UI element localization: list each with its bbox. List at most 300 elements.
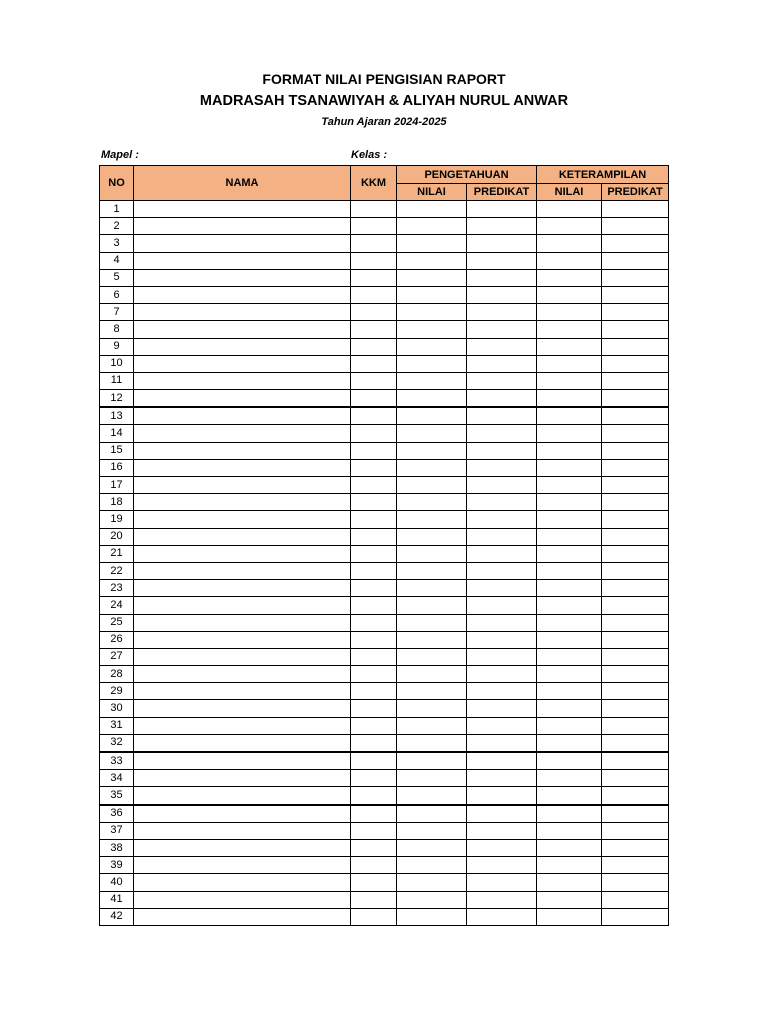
keterampilan-nilai-cell[interactable] [537, 425, 602, 442]
nama-cell[interactable] [134, 839, 351, 856]
keterampilan-predikat-cell[interactable] [602, 597, 669, 614]
keterampilan-nilai-cell[interactable] [537, 787, 602, 805]
keterampilan-nilai-cell[interactable] [537, 631, 602, 648]
keterampilan-predikat-cell[interactable] [602, 683, 669, 700]
keterampilan-predikat-cell[interactable] [602, 459, 669, 476]
kkm-cell[interactable] [351, 752, 397, 770]
keterampilan-predikat-cell[interactable] [602, 805, 669, 823]
nama-cell[interactable] [134, 648, 351, 665]
keterampilan-predikat-cell[interactable] [602, 252, 669, 269]
pengetahuan-predikat-cell[interactable] [467, 545, 537, 562]
kkm-cell[interactable] [351, 269, 397, 286]
kkm-cell[interactable] [351, 218, 397, 235]
keterampilan-predikat-cell[interactable] [602, 338, 669, 355]
nama-cell[interactable] [134, 683, 351, 700]
pengetahuan-nilai-cell[interactable] [397, 269, 467, 286]
pengetahuan-nilai-cell[interactable] [397, 201, 467, 218]
keterampilan-predikat-cell[interactable] [602, 372, 669, 389]
document-title: FORMAT NILAI PENGISIAN RAPORT [262, 71, 506, 87]
pengetahuan-predikat-cell[interactable] [467, 908, 537, 925]
keterampilan-predikat-cell[interactable] [602, 269, 669, 286]
pengetahuan-nilai-cell[interactable] [397, 407, 467, 425]
keterampilan-predikat-cell[interactable] [602, 874, 669, 891]
nama-cell[interactable] [134, 700, 351, 717]
pengetahuan-predikat-cell[interactable] [467, 787, 537, 805]
keterampilan-predikat-cell[interactable] [602, 286, 669, 303]
nama-cell[interactable] [134, 717, 351, 734]
keterampilan-nilai-cell[interactable] [537, 477, 602, 494]
keterampilan-nilai-cell[interactable] [537, 839, 602, 856]
kkm-cell[interactable] [351, 252, 397, 269]
nama-cell[interactable] [134, 874, 351, 891]
row-number: 18 [100, 494, 134, 511]
pengetahuan-predikat-cell[interactable] [467, 874, 537, 891]
kkm-cell[interactable] [351, 304, 397, 321]
nama-cell[interactable] [134, 304, 351, 321]
keterampilan-predikat-cell[interactable] [602, 857, 669, 874]
kkm-cell[interactable] [351, 494, 397, 511]
keterampilan-predikat-cell[interactable] [602, 304, 669, 321]
keterampilan-nilai-cell[interactable] [537, 874, 602, 891]
pengetahuan-nilai-cell[interactable] [397, 648, 467, 665]
pengetahuan-nilai-cell[interactable] [397, 235, 467, 252]
table-row [100, 218, 669, 235]
keterampilan-predikat-cell[interactable] [602, 908, 669, 925]
table-row [100, 201, 669, 218]
nama-cell[interactable] [134, 787, 351, 805]
kkm-cell[interactable] [351, 666, 397, 683]
pengetahuan-nilai-cell[interactable] [397, 494, 467, 511]
keterampilan-predikat-cell[interactable] [602, 700, 669, 717]
pengetahuan-nilai-cell[interactable] [397, 770, 467, 787]
kkm-cell[interactable] [351, 286, 397, 303]
row-number: 1 [100, 201, 134, 218]
pengetahuan-predikat-cell[interactable] [467, 425, 537, 442]
row-number: 16 [100, 459, 134, 476]
pengetahuan-predikat-cell[interactable] [467, 839, 537, 856]
pengetahuan-predikat-cell[interactable] [467, 477, 537, 494]
pengetahuan-nilai-cell[interactable] [397, 218, 467, 235]
nama-cell[interactable] [134, 734, 351, 752]
nama-cell[interactable] [134, 407, 351, 425]
keterampilan-nilai-cell[interactable] [537, 597, 602, 614]
kkm-cell[interactable] [351, 787, 397, 805]
keterampilan-predikat-cell[interactable] [602, 717, 669, 734]
kkm-cell[interactable] [351, 874, 397, 891]
pengetahuan-predikat-cell[interactable] [467, 683, 537, 700]
row-number: 26 [100, 631, 134, 648]
kkm-cell[interactable] [351, 805, 397, 823]
pengetahuan-nilai-cell[interactable] [397, 477, 467, 494]
nama-cell[interactable] [134, 442, 351, 459]
kkm-cell[interactable] [351, 528, 397, 545]
nama-cell[interactable] [134, 545, 351, 562]
keterampilan-nilai-cell[interactable] [537, 700, 602, 717]
pengetahuan-predikat-cell[interactable] [467, 201, 537, 218]
nama-cell[interactable] [134, 269, 351, 286]
keterampilan-nilai-cell[interactable] [537, 822, 602, 839]
nama-cell[interactable] [134, 822, 351, 839]
pengetahuan-predikat-cell[interactable] [467, 494, 537, 511]
kkm-cell[interactable] [351, 321, 397, 338]
keterampilan-nilai-cell[interactable] [537, 580, 602, 597]
keterampilan-predikat-cell[interactable] [602, 770, 669, 787]
pengetahuan-nilai-cell[interactable] [397, 304, 467, 321]
pengetahuan-nilai-cell[interactable] [397, 252, 467, 269]
pengetahuan-predikat-cell[interactable] [467, 648, 537, 665]
keterampilan-predikat-cell[interactable] [602, 822, 669, 839]
row-number: 42 [100, 908, 134, 925]
keterampilan-nilai-cell[interactable] [537, 666, 602, 683]
nama-cell[interactable] [134, 425, 351, 442]
table-row [100, 338, 669, 355]
keterampilan-predikat-cell[interactable] [602, 891, 669, 908]
nama-cell[interactable] [134, 218, 351, 235]
col-header-keterampilan: KETERAMPILAN [537, 166, 669, 184]
keterampilan-nilai-cell[interactable] [537, 752, 602, 770]
pengetahuan-nilai-cell[interactable] [397, 683, 467, 700]
pengetahuan-predikat-cell[interactable] [467, 805, 537, 823]
keterampilan-predikat-cell[interactable] [602, 390, 669, 408]
pengetahuan-predikat-cell[interactable] [467, 442, 537, 459]
keterampilan-nilai-cell[interactable] [537, 459, 602, 476]
pengetahuan-nilai-cell[interactable] [397, 857, 467, 874]
pengetahuan-predikat-cell[interactable] [467, 580, 537, 597]
keterampilan-nilai-cell[interactable] [537, 908, 602, 925]
keterampilan-nilai-cell[interactable] [537, 338, 602, 355]
nama-cell[interactable] [134, 477, 351, 494]
pengetahuan-predikat-cell[interactable] [467, 338, 537, 355]
pengetahuan-nilai-cell[interactable] [397, 390, 467, 408]
keterampilan-nilai-cell[interactable] [537, 891, 602, 908]
keterampilan-nilai-cell[interactable] [537, 683, 602, 700]
table-row [100, 683, 669, 700]
pengetahuan-nilai-cell[interactable] [397, 787, 467, 805]
academic-year: Tahun Ajaran 2024-2025 [321, 116, 447, 128]
pengetahuan-predikat-cell[interactable] [467, 631, 537, 648]
keterampilan-predikat-cell[interactable] [602, 839, 669, 856]
pengetahuan-nilai-cell[interactable] [397, 822, 467, 839]
kkm-cell[interactable] [351, 839, 397, 856]
pengetahuan-nilai-cell[interactable] [397, 734, 467, 752]
keterampilan-predikat-cell[interactable] [602, 442, 669, 459]
pengetahuan-predikat-cell[interactable] [467, 390, 537, 408]
row-number: 10 [100, 355, 134, 372]
keterampilan-nilai-cell[interactable] [537, 304, 602, 321]
kkm-cell[interactable] [351, 459, 397, 476]
keterampilan-predikat-cell[interactable] [602, 218, 669, 235]
table-row [100, 857, 669, 874]
keterampilan-predikat-cell[interactable] [602, 545, 669, 562]
nama-cell[interactable] [134, 666, 351, 683]
nama-cell[interactable] [134, 580, 351, 597]
kkm-cell[interactable] [351, 717, 397, 734]
pengetahuan-predikat-cell[interactable] [467, 562, 537, 579]
col-header-no: NO [100, 166, 134, 201]
row-number: 20 [100, 528, 134, 545]
nama-cell[interactable] [134, 891, 351, 908]
pengetahuan-nilai-cell[interactable] [397, 717, 467, 734]
table-row [100, 407, 669, 425]
kkm-cell[interactable] [351, 891, 397, 908]
pengetahuan-nilai-cell[interactable] [397, 372, 467, 389]
row-number: 36 [100, 805, 134, 823]
keterampilan-predikat-cell[interactable] [602, 734, 669, 752]
kkm-cell[interactable] [351, 908, 397, 925]
pengetahuan-nilai-cell[interactable] [397, 631, 467, 648]
table-row [100, 477, 669, 494]
kkm-cell[interactable] [351, 580, 397, 597]
keterampilan-nilai-cell[interactable] [537, 201, 602, 218]
table-row [100, 372, 669, 389]
keterampilan-predikat-cell[interactable] [602, 235, 669, 252]
kkm-cell[interactable] [351, 770, 397, 787]
keterampilan-nilai-cell[interactable] [537, 511, 602, 528]
keterampilan-nilai-cell[interactable] [537, 717, 602, 734]
keterampilan-predikat-cell[interactable] [602, 631, 669, 648]
nama-cell[interactable] [134, 805, 351, 823]
col-header-keterampilan-predikat: PREDIKAT [602, 184, 669, 201]
keterampilan-predikat-cell[interactable] [602, 511, 669, 528]
pengetahuan-nilai-cell[interactable] [397, 700, 467, 717]
keterampilan-predikat-cell[interactable] [602, 787, 669, 805]
kkm-cell[interactable] [351, 235, 397, 252]
keterampilan-nilai-cell[interactable] [537, 321, 602, 338]
kkm-cell[interactable] [351, 442, 397, 459]
nama-cell[interactable] [134, 614, 351, 631]
pengetahuan-predikat-cell[interactable] [467, 700, 537, 717]
table-row [100, 321, 669, 338]
keterampilan-nilai-cell[interactable] [537, 286, 602, 303]
keterampilan-predikat-cell[interactable] [602, 648, 669, 665]
table-row [100, 545, 669, 562]
pengetahuan-predikat-cell[interactable] [467, 822, 537, 839]
keterampilan-nilai-cell[interactable] [537, 805, 602, 823]
row-number: 32 [100, 734, 134, 752]
nama-cell[interactable] [134, 235, 351, 252]
keterampilan-nilai-cell[interactable] [537, 857, 602, 874]
kkm-cell[interactable] [351, 477, 397, 494]
pengetahuan-nilai-cell[interactable] [397, 614, 467, 631]
pengetahuan-predikat-cell[interactable] [467, 734, 537, 752]
kkm-cell[interactable] [351, 734, 397, 752]
pengetahuan-predikat-cell[interactable] [467, 717, 537, 734]
keterampilan-predikat-cell[interactable] [602, 201, 669, 218]
nama-cell[interactable] [134, 597, 351, 614]
pengetahuan-nilai-cell[interactable] [397, 511, 467, 528]
nama-cell[interactable] [134, 494, 351, 511]
pengetahuan-predikat-cell[interactable] [467, 511, 537, 528]
keterampilan-nilai-cell[interactable] [537, 355, 602, 372]
keterampilan-nilai-cell[interactable] [537, 390, 602, 408]
nama-cell[interactable] [134, 770, 351, 787]
pengetahuan-predikat-cell[interactable] [467, 252, 537, 269]
pengetahuan-predikat-cell[interactable] [467, 235, 537, 252]
table-row [100, 700, 669, 717]
keterampilan-predikat-cell[interactable] [602, 614, 669, 631]
pengetahuan-nilai-cell[interactable] [397, 839, 467, 856]
table-row [100, 528, 669, 545]
nama-cell[interactable] [134, 286, 351, 303]
pengetahuan-predikat-cell[interactable] [467, 459, 537, 476]
pengetahuan-predikat-cell[interactable] [467, 355, 537, 372]
keterampilan-predikat-cell[interactable] [602, 494, 669, 511]
kkm-cell[interactable] [351, 201, 397, 218]
pengetahuan-nilai-cell[interactable] [397, 874, 467, 891]
pengetahuan-nilai-cell[interactable] [397, 442, 467, 459]
grade-table [99, 165, 669, 926]
keterampilan-predikat-cell[interactable] [602, 666, 669, 683]
pengetahuan-predikat-cell[interactable] [467, 304, 537, 321]
kkm-cell[interactable] [351, 390, 397, 408]
nama-cell[interactable] [134, 752, 351, 770]
pengetahuan-nilai-cell[interactable] [397, 545, 467, 562]
kkm-cell[interactable] [351, 614, 397, 631]
pengetahuan-predikat-cell[interactable] [467, 528, 537, 545]
keterampilan-nilai-cell[interactable] [537, 545, 602, 562]
keterampilan-nilai-cell[interactable] [537, 734, 602, 752]
keterampilan-predikat-cell[interactable] [602, 355, 669, 372]
mapel-label: Mapel : [101, 149, 139, 161]
keterampilan-predikat-cell[interactable] [602, 580, 669, 597]
nama-cell[interactable] [134, 372, 351, 389]
table-row [100, 752, 669, 770]
keterampilan-nilai-cell[interactable] [537, 252, 602, 269]
row-number: 29 [100, 683, 134, 700]
nama-cell[interactable] [134, 857, 351, 874]
pengetahuan-nilai-cell[interactable] [397, 666, 467, 683]
kkm-cell[interactable] [351, 355, 397, 372]
pengetahuan-nilai-cell[interactable] [397, 528, 467, 545]
pengetahuan-predikat-cell[interactable] [467, 321, 537, 338]
school-name: MADRASAH TSANAWIYAH & ALIYAH NURUL ANWAR [199, 93, 569, 109]
keterampilan-nilai-cell[interactable] [537, 614, 602, 631]
col-header-pengetahuan-predikat: PREDIKAT [467, 184, 537, 201]
row-number: 38 [100, 839, 134, 856]
table-row [100, 787, 669, 805]
pengetahuan-nilai-cell[interactable] [397, 580, 467, 597]
table-row [100, 891, 669, 908]
kkm-cell[interactable] [351, 822, 397, 839]
pengetahuan-nilai-cell[interactable] [397, 597, 467, 614]
nama-cell[interactable] [134, 562, 351, 579]
kkm-cell[interactable] [351, 683, 397, 700]
pengetahuan-nilai-cell[interactable] [397, 425, 467, 442]
pengetahuan-nilai-cell[interactable] [397, 459, 467, 476]
nama-cell[interactable] [134, 201, 351, 218]
kkm-cell[interactable] [351, 407, 397, 425]
nama-cell[interactable] [134, 252, 351, 269]
nama-cell[interactable] [134, 355, 351, 372]
table-row [100, 252, 669, 269]
pengetahuan-nilai-cell[interactable] [397, 891, 467, 908]
keterampilan-predikat-cell[interactable] [602, 528, 669, 545]
keterampilan-predikat-cell[interactable] [602, 562, 669, 579]
table-row [100, 511, 669, 528]
kkm-cell[interactable] [351, 857, 397, 874]
pengetahuan-predikat-cell[interactable] [467, 372, 537, 389]
row-number: 13 [100, 407, 134, 425]
nama-cell[interactable] [134, 338, 351, 355]
pengetahuan-predikat-cell[interactable] [467, 752, 537, 770]
pengetahuan-nilai-cell[interactable] [397, 805, 467, 823]
kkm-cell[interactable] [351, 372, 397, 389]
pengetahuan-nilai-cell[interactable] [397, 752, 467, 770]
pengetahuan-nilai-cell[interactable] [397, 355, 467, 372]
keterampilan-nilai-cell[interactable] [537, 648, 602, 665]
keterampilan-nilai-cell[interactable] [537, 235, 602, 252]
kkm-cell[interactable] [351, 700, 397, 717]
table-row [100, 425, 669, 442]
kkm-cell[interactable] [351, 338, 397, 355]
row-number: 28 [100, 666, 134, 683]
nama-cell[interactable] [134, 511, 351, 528]
row-number: 12 [100, 390, 134, 408]
keterampilan-predikat-cell[interactable] [602, 477, 669, 494]
kkm-cell[interactable] [351, 511, 397, 528]
pengetahuan-nilai-cell[interactable] [397, 908, 467, 925]
kkm-cell[interactable] [351, 631, 397, 648]
keterampilan-predikat-cell[interactable] [602, 425, 669, 442]
nama-cell[interactable] [134, 528, 351, 545]
kkm-cell[interactable] [351, 545, 397, 562]
nama-cell[interactable] [134, 321, 351, 338]
keterampilan-nilai-cell[interactable] [537, 269, 602, 286]
keterampilan-nilai-cell[interactable] [537, 218, 602, 235]
table-row [100, 494, 669, 511]
pengetahuan-nilai-cell[interactable] [397, 321, 467, 338]
nama-cell[interactable] [134, 459, 351, 476]
pengetahuan-nilai-cell[interactable] [397, 562, 467, 579]
pengetahuan-predikat-cell[interactable] [467, 597, 537, 614]
pengetahuan-predikat-cell[interactable] [467, 891, 537, 908]
keterampilan-nilai-cell[interactable] [537, 562, 602, 579]
pengetahuan-predikat-cell[interactable] [467, 407, 537, 425]
kkm-cell[interactable] [351, 648, 397, 665]
kkm-cell[interactable] [351, 562, 397, 579]
keterampilan-predikat-cell[interactable] [602, 752, 669, 770]
kkm-cell[interactable] [351, 425, 397, 442]
pengetahuan-nilai-cell[interactable] [397, 286, 467, 303]
kkm-cell[interactable] [351, 597, 397, 614]
keterampilan-nilai-cell[interactable] [537, 372, 602, 389]
pengetahuan-nilai-cell[interactable] [397, 338, 467, 355]
keterampilan-nilai-cell[interactable] [537, 770, 602, 787]
row-number: 39 [100, 857, 134, 874]
table-row [100, 286, 669, 303]
pengetahuan-predikat-cell[interactable] [467, 218, 537, 235]
keterampilan-predikat-cell[interactable] [602, 407, 669, 425]
row-number: 11 [100, 372, 134, 389]
pengetahuan-predikat-cell[interactable] [467, 770, 537, 787]
keterampilan-predikat-cell[interactable] [602, 321, 669, 338]
keterampilan-nilai-cell[interactable] [537, 442, 602, 459]
keterampilan-nilai-cell[interactable] [537, 528, 602, 545]
pengetahuan-predikat-cell[interactable] [467, 269, 537, 286]
pengetahuan-predikat-cell[interactable] [467, 614, 537, 631]
pengetahuan-predikat-cell[interactable] [467, 857, 537, 874]
pengetahuan-predikat-cell[interactable] [467, 286, 537, 303]
row-number: 37 [100, 822, 134, 839]
nama-cell[interactable] [134, 908, 351, 925]
nama-cell[interactable] [134, 631, 351, 648]
pengetahuan-predikat-cell[interactable] [467, 666, 537, 683]
nama-cell[interactable] [134, 390, 351, 408]
row-number: 35 [100, 787, 134, 805]
row-number: 41 [100, 891, 134, 908]
keterampilan-nilai-cell[interactable] [537, 407, 602, 425]
keterampilan-nilai-cell[interactable] [537, 494, 602, 511]
